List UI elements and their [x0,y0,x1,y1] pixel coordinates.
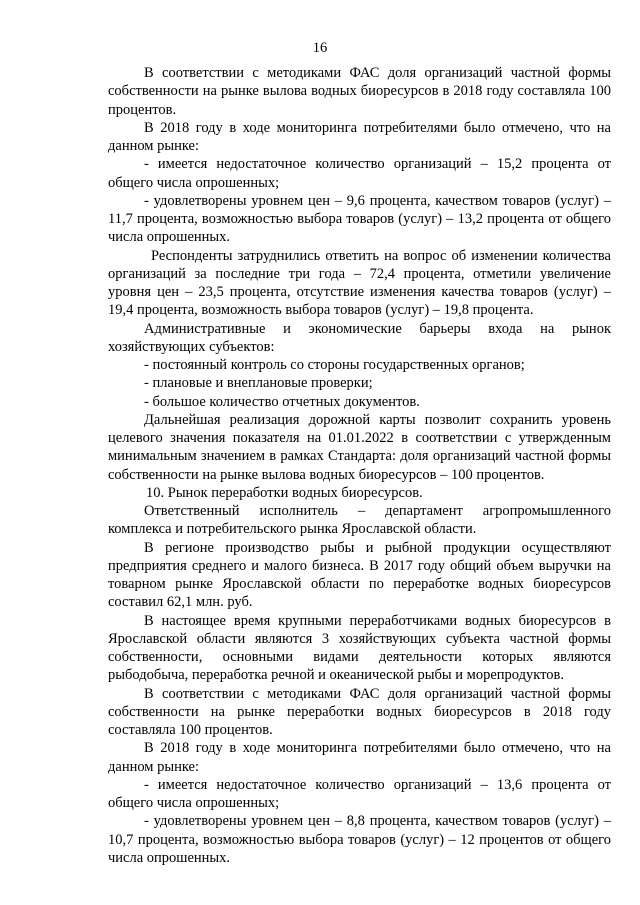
list-item-insufficient-orgs-catch: - имеется недостаточное количество организаций – 15,2 процента от общего числа опрошенных; [108,156,611,191]
list-item-satisfied-processing: - удовлетворены уровнем цен – 8,8 процента, качеством товаров (услуг) – 10,7 процента, возможностью выбора товаров (услуг) – 12 процентов от общего числа опрошенных. [108,813,611,866]
list-item-barrier-inspections: - плановые и внеплановые проверки; [144,375,373,392]
paragraph-roadmap: Дальнейшая реализация дорожной карты позволит сохранить уровень целевого значения показателя на 01.01.2022 в соответствии с утвержденным минимальным значением в рамках Стандарта: доля организаций частной формы собственности на рынке вылова водных биоресурсов – 100 процентов. [108,411,611,483]
paragraph-fas-share-catch: В соответствии с методиками ФАС доля организаций частной формы собственности на рынке вылова водных биоресурсов в 2018 году составляла 100 процентов. [108,65,611,118]
list-item-barrier-documents: - большое количество отчетных документов. [144,393,420,410]
paragraph-major-processors: В настоящее время крупными переработчиками водных биоресурсов в Ярославской области являются 3 хозяйствующих субъекта частной формы собственности, основными видами деятельности которых являются рыбодобыча, переработка речной и океанической рыбы и морепродуктов. [108,612,611,684]
paragraph-respondents: Респонденты затруднились ответить на вопрос об изменении количества организаций за последние три года – 72,4 процента, отметили увеличение уровня цен – 23,5 процента, отсутствие изменения качества товаров (услуг) – 19,4 процента, возможность выбора товаров (услуг) – 19,8 процента. [108,247,611,319]
paragraph-fas-share-processing: В соответствии с методиками ФАС доля организаций частной формы собственности на рынке переработки водных биоресурсов в 2018 году составляла 100 процентов. [108,685,611,738]
paragraph-barriers: Административные и экономические барьеры входа на рынок хозяйствующих субъектов: [108,320,611,355]
document-body [108,64,611,867]
list-item-insufficient-orgs-processing: - имеется недостаточное количество организаций – 13,6 процента от общего числа опрошенных; [108,776,611,811]
paragraph-monitoring-catch: В 2018 году в ходе мониторинга потребителями было отмечено, что на данном рынке: [108,119,611,154]
paragraph-responsible-executor: Ответственный исполнитель – департамент агропромышленного комплекса и потребительского рынка Ярославской области. [108,503,611,538]
paragraph-regional-production: В регионе производство рыбы и рыбной продукции осуществляют предприятия среднего и малого бизнеса. В 2017 году общий объем выручки на товарном рынке Ярославской области по переработке водных биоресурсов составил 62,1 млн. руб. [108,539,611,611]
page-number: 16 [312,40,328,56]
paragraph-monitoring-processing: В 2018 году в ходе мониторинга потребителями было отмечено, что на данном рынке: [108,740,611,775]
list-item-satisfied-catch: - удовлетворены уровнем цен – 9,6 процента, качеством товаров (услуг) – 11,7 процента, возможностью выбора товаров (услуг) – 13,2 процента от общего числа опрошенных. [108,192,611,246]
list-item-barrier-control: - постоянный контроль со стороны государственных органов; [144,357,525,373]
section-heading-processing-market: 10. Рынок переработки водных биоресурсов. [146,484,423,501]
